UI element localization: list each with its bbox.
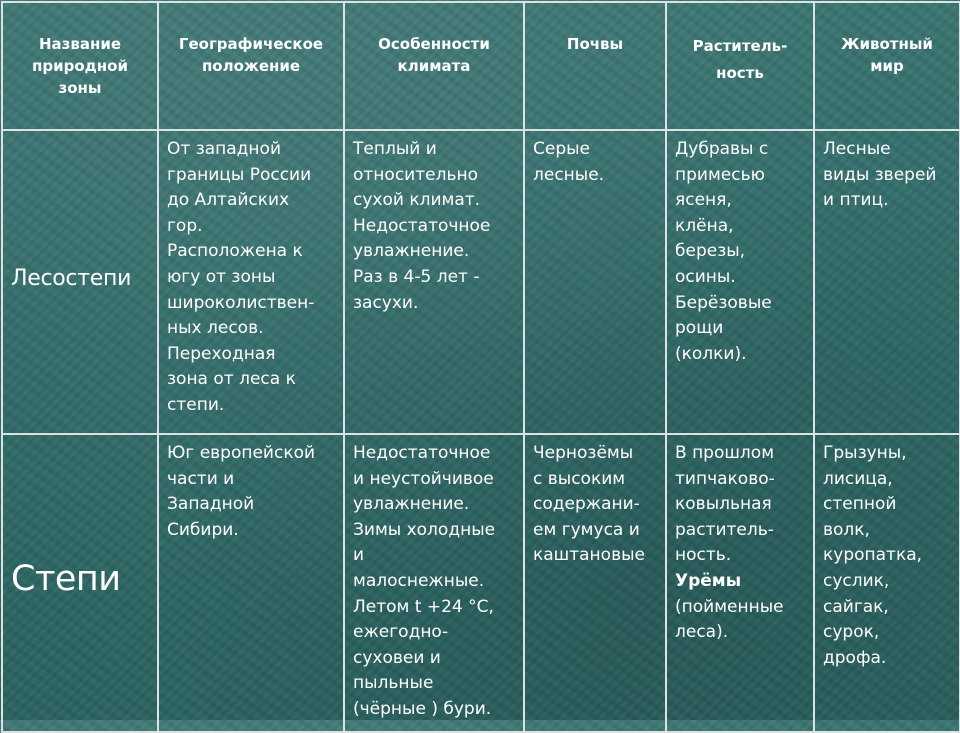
geo-cell: Юг европейской части и Западной Сибири.	[158, 434, 344, 732]
header-zone-name: Название природной зоны	[2, 2, 158, 130]
header-soils: Почвы	[524, 2, 666, 130]
table-row-steppe	[2, 434, 960, 732]
zone-name: Степи	[11, 559, 121, 599]
fauna-cell: Грызуны, лисица, степной волк, куропатка, суслик, сайгак, сурок, дрофа.	[814, 434, 960, 732]
soils-cell: Серые лесные.	[524, 130, 666, 434]
zone-name: Лесостепи	[11, 265, 132, 291]
zone-name-cell	[2, 130, 158, 434]
fauna-cell: Лесные виды зверей и птиц.	[814, 130, 960, 434]
vegetation-text-floodplain: (пойменные леса).	[675, 596, 784, 643]
header-vegetation: Раститель- ность	[666, 2, 814, 130]
header-fauna: Животный мир	[814, 2, 960, 130]
vegetation-term-uremy: Урёмы	[675, 570, 742, 591]
soils-cell: Чернозёмы с высоким содержани- ем гумуса и каштановые	[524, 434, 666, 732]
climate-cell: Теплый и относительно сухой климат. Недостаточное увлажнение. Раз в 4-5 лет - засухи.	[344, 130, 524, 434]
geo-cell: От западной границы России до Алтайских гор. Расположена к югу от зоны широколиствен- ных лесов. Переходная зона от леса к степи.	[158, 130, 344, 434]
zone-name-cell	[2, 434, 158, 732]
header-climate: Особенности климата	[344, 2, 524, 130]
natural-zones-table	[1, 1, 960, 733]
header-row	[2, 2, 960, 130]
climate-cell: Недостаточное и неустойчивое увлажнение. Зимы холодные и малоснежные. Летом t +24 °С, ежегодно- суховеи и пыльные (чёрные ) бури.	[344, 434, 524, 732]
vegetation-cell: Дубравы с примесью ясеня, клёна, березы, осины. Берёзовые рощи (колки).	[666, 130, 814, 434]
vegetation-text-past: В прошлом типчаково- ковыльная раститель- ность.	[675, 443, 775, 566]
vegetation-cell	[666, 434, 814, 732]
header-geo-position: Географическое положение	[158, 2, 344, 130]
table-row-forest-steppe	[2, 130, 960, 434]
